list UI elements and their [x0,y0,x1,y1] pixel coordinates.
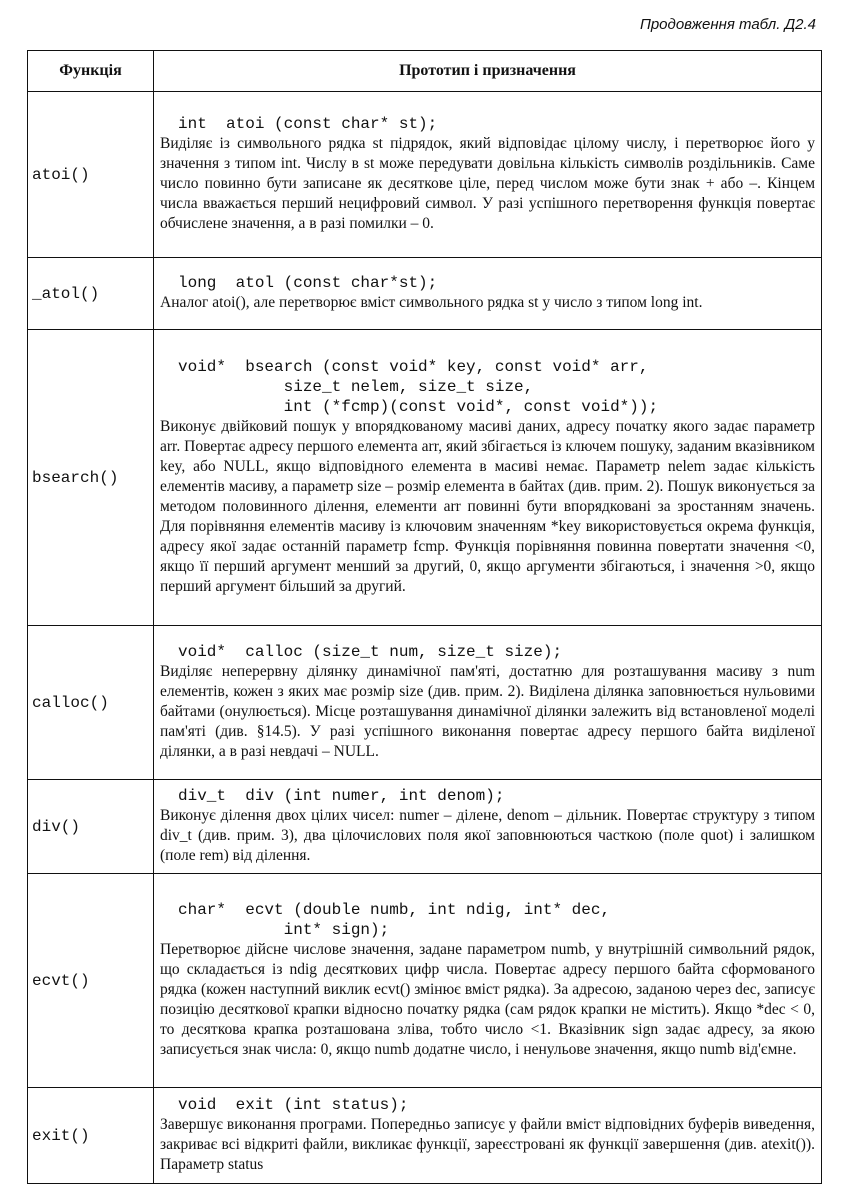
function-name: calloc() [28,626,154,780]
function-description: Виконує ділення двох цілих чисел: numer – ділене, denom – дільник. Повертає структуру з типом div_t (див. прим. 3), два цілочислових поля якої заповнюються часткою (поле quot) і залишком (поле rem) від ділення. [160,806,815,864]
table-header-row [28,51,822,92]
function-description: Перетворює дійсне числове значення, задане параметром numb, у внутрішній символьний рядок, що складається із ndig десяткових цифр числа. Повертає адресу першого байта сформованого рядка (кожен наступний виклик ecvt() змінює вміст рядка). За адресою, заданою через dec, записує позицію десяткової крапки відносно початку рядка (сам рядок крапки не містить). Якщо *dec < 0, то десяткова крапка розташована зліва, тобто число <1. Вказівник sign задає адресу, за якою записується знак числа: 0, якщо numb додатне число, і ненульове значення, якщо numb від'ємне. [160,940,815,1058]
table-row [28,780,822,874]
table-row [28,92,822,258]
table-row [28,874,822,1088]
function-prototype: int atoi (const char* st); [178,114,438,133]
function-entry [154,1088,822,1184]
table-caption: Продовження табл. Д2.4 [639,16,816,33]
function-entry [154,330,822,626]
table-row [28,626,822,780]
function-description: Виконує двійковий пошук у впорядкованому масиві даних, адресу початку якого задає параметр arr. Повертає адресу першого елемента arr, який збігається із ключем пошуку, заданим вказівником key, або NULL, якщо відповідного елемента в масиві немає. Параметр nelem задає кількість елементів масиву, а параметр size – розмір елемента в байтах (див. прим. 2). Пошук виконується за методом половинного ділення, елементи arr повинні бути впорядковані за зростанням значень. Для порівняння елементів масиву із ключовим значенням *key використовується окрема функція, адресу якої задає останній параметр fcmp. Функція порівняння повинна повертати значення <0, якщо її перший аргумент менший за другий, 0, якщо аргументи збігаються, і значення >0, якщо перший аргумент більший за другий. [160,417,815,595]
function-prototype: char* ecvt (double numb, int ndig, int* dec, int* sign); [178,900,611,939]
table-row [28,258,822,330]
function-name: atoi() [28,92,154,258]
function-entry [154,780,822,874]
table-row [28,1088,822,1184]
function-name: bsearch() [28,330,154,626]
function-description: Виділяє із символьного рядка st підрядок, який відповідає цілому числу, і перетворює його у значення з типом int. Числу в st може передувати довільна кількість символів роздільників. Саме число повинно бути записане як десяткове ціле, перед числом може бути знак + або –. Кінцем числа вважається перший нецифровий символ. У разі успішного перетворення функція повертає обчислене значення, а в разі помилки – 0. [160,134,815,232]
function-prototype: void exit (int status); [178,1095,409,1114]
function-prototype: div_t div (int numer, int denom); [178,786,505,805]
function-entry [154,626,822,780]
function-entry [154,258,822,330]
function-name: _atol() [28,258,154,330]
function-description: Аналог atoi(), але перетворює вміст символьного рядка st у число з типом long int. [160,293,703,311]
function-name: ecvt() [28,874,154,1088]
header-function: Функція [28,51,154,92]
function-name: div() [28,780,154,874]
table-row [28,330,822,626]
header-prototype: Прототип і призначення [154,51,822,92]
function-prototype: void* bsearch (const void* key, const void* arr, size_t nelem, size_t size, int (*fcmp)(const void*, const void*)); [178,357,659,416]
function-entry [154,874,822,1088]
function-prototype: void* calloc (size_t num, size_t size); [178,642,563,661]
function-name: exit() [28,1088,154,1184]
function-description: Завершує виконання програми. Попередньо записує у файли вміст відповідних буферів виведення, закриває всі відкриті файли, викликає функції, зареєстровані як функції завершення (див. atexit()). Параметр status [160,1115,815,1173]
function-prototype: long atol (const char*st); [178,273,438,292]
function-entry [154,92,822,258]
functions-table [27,50,822,1184]
function-description: Виділяє неперервну ділянку динамічної пам'яті, достатню для розташування масиву з num елементів, кожен з яких має розмір size (див. прим. 2). Виділена ділянка заповнюється нульовими байтами (онулюється). Місце розташування динамічної ділянки залежить від встановленої моделі пам'яті (див. §14.5). У разі успішного виконання повертає адресу першого байта виділеної ділянки, а в разі невдачі – NULL. [160,662,815,760]
